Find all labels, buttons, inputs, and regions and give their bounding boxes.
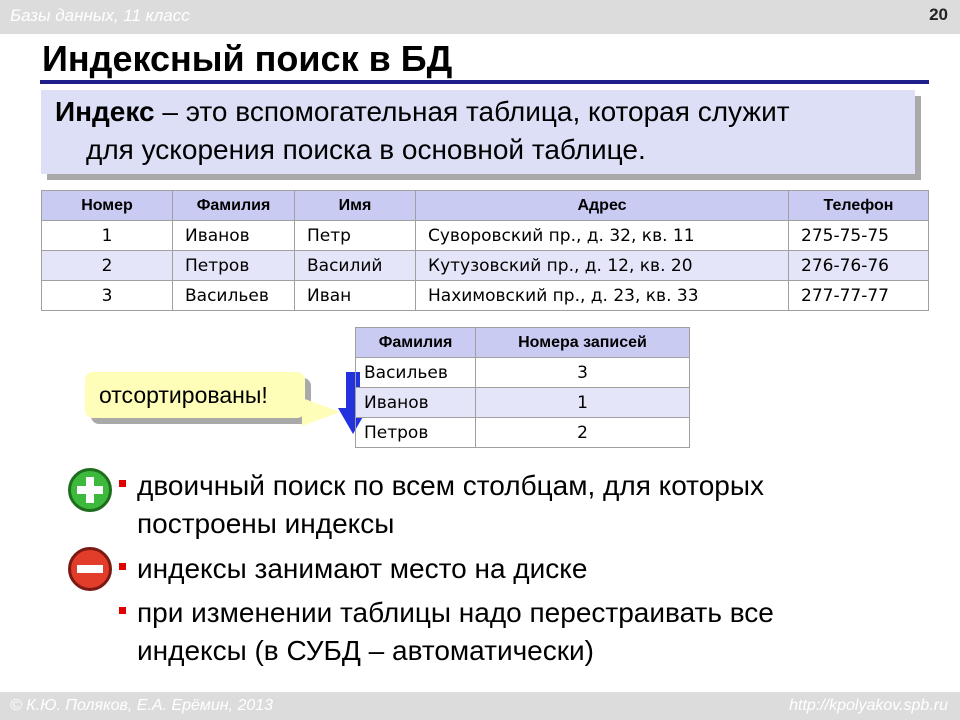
slide-header [0, 0, 960, 34]
index-cell-surname: Васильев [356, 358, 476, 388]
pro-bullet-binary-search [137, 467, 764, 543]
cell-surname: Васильев [173, 281, 295, 311]
cell-phone: 275-75-75 [789, 221, 929, 251]
title-underline [40, 80, 929, 84]
callout-pointer [302, 398, 340, 426]
table-row [42, 221, 929, 251]
table-row [42, 251, 929, 281]
cell-surname: Петров [173, 251, 295, 281]
bullet-line: двоичный поиск по всем столбцам, для которых [137, 470, 764, 501]
page-number: 20 [929, 5, 948, 24]
slide-footer [0, 692, 960, 720]
index-cell-surname: Петров [356, 418, 476, 448]
cell-name: Петр [295, 221, 416, 251]
cell-number: 3 [42, 281, 173, 311]
cell-number: 2 [42, 251, 173, 281]
col-header-phone: Телефон [789, 191, 929, 221]
index-table-header [356, 328, 690, 358]
definition-line-2: для ускорения поиска в основной таблице. [86, 134, 646, 165]
bullet-line: при изменении таблицы надо перестраивать все [137, 597, 774, 628]
bullet-marker [119, 563, 126, 570]
main-table [41, 190, 929, 311]
cell-surname: Иванов [173, 221, 295, 251]
index-table [355, 327, 690, 448]
col-header-number: Номер [42, 191, 173, 221]
authors-credit: © К.Ю. Поляков, Е.А. Ерёмин, 2013 [10, 697, 274, 714]
con-bullet-disk-space [137, 550, 587, 588]
site-url: http://kpolyakov.spb.ru [789, 697, 948, 714]
bullet-marker [119, 607, 126, 614]
bullet-line: индексы (в СУБД – автоматически) [137, 635, 594, 666]
col-header-surname: Фамилия [173, 191, 295, 221]
cell-name: Иван [295, 281, 416, 311]
index-cell-records: 3 [476, 358, 690, 388]
bullet-line: индексы занимают место на диске [137, 553, 588, 584]
cell-name: Василий [295, 251, 416, 281]
col-header-address: Адрес [416, 191, 789, 221]
main-table-header [42, 191, 929, 221]
table-row [42, 281, 929, 311]
plus-circle-icon [68, 468, 112, 512]
index-cell-records: 2 [476, 418, 690, 448]
index-col-header-records: Номера записей [476, 328, 690, 358]
index-col-header-surname: Фамилия [356, 328, 476, 358]
table-row [356, 418, 690, 448]
col-header-name: Имя [295, 191, 416, 221]
cell-phone: 276-76-76 [789, 251, 929, 281]
cell-address: Кутузовский пр., д. 12, кв. 20 [416, 251, 789, 281]
cell-address: Нахимовский пр., д. 23, кв. 33 [416, 281, 789, 311]
bullet-line: построены индексы [137, 508, 395, 539]
course-label: Базы данных, 11 класс [10, 6, 190, 25]
definition-line-1 [55, 96, 790, 128]
callout-text: отсортированы! [99, 382, 268, 408]
sorted-callout [85, 372, 305, 418]
definition-term: Индекс [55, 96, 155, 127]
index-cell-records: 1 [476, 388, 690, 418]
table-row [356, 358, 690, 388]
cell-phone: 277-77-77 [789, 281, 929, 311]
definition-text-1: – это вспомогательная таблица, которая служит [154, 96, 790, 127]
index-cell-surname: Иванов [356, 388, 476, 418]
bullet-marker [119, 480, 126, 487]
slide-title: Индексный поиск в БД [42, 38, 453, 79]
cell-number: 1 [42, 221, 173, 251]
con-bullet-rebuild [137, 594, 774, 670]
table-row [356, 388, 690, 418]
definition-box [41, 90, 915, 174]
minus-circle-icon [68, 547, 112, 591]
cell-address: Суворовский пр., д. 32, кв. 11 [416, 221, 789, 251]
